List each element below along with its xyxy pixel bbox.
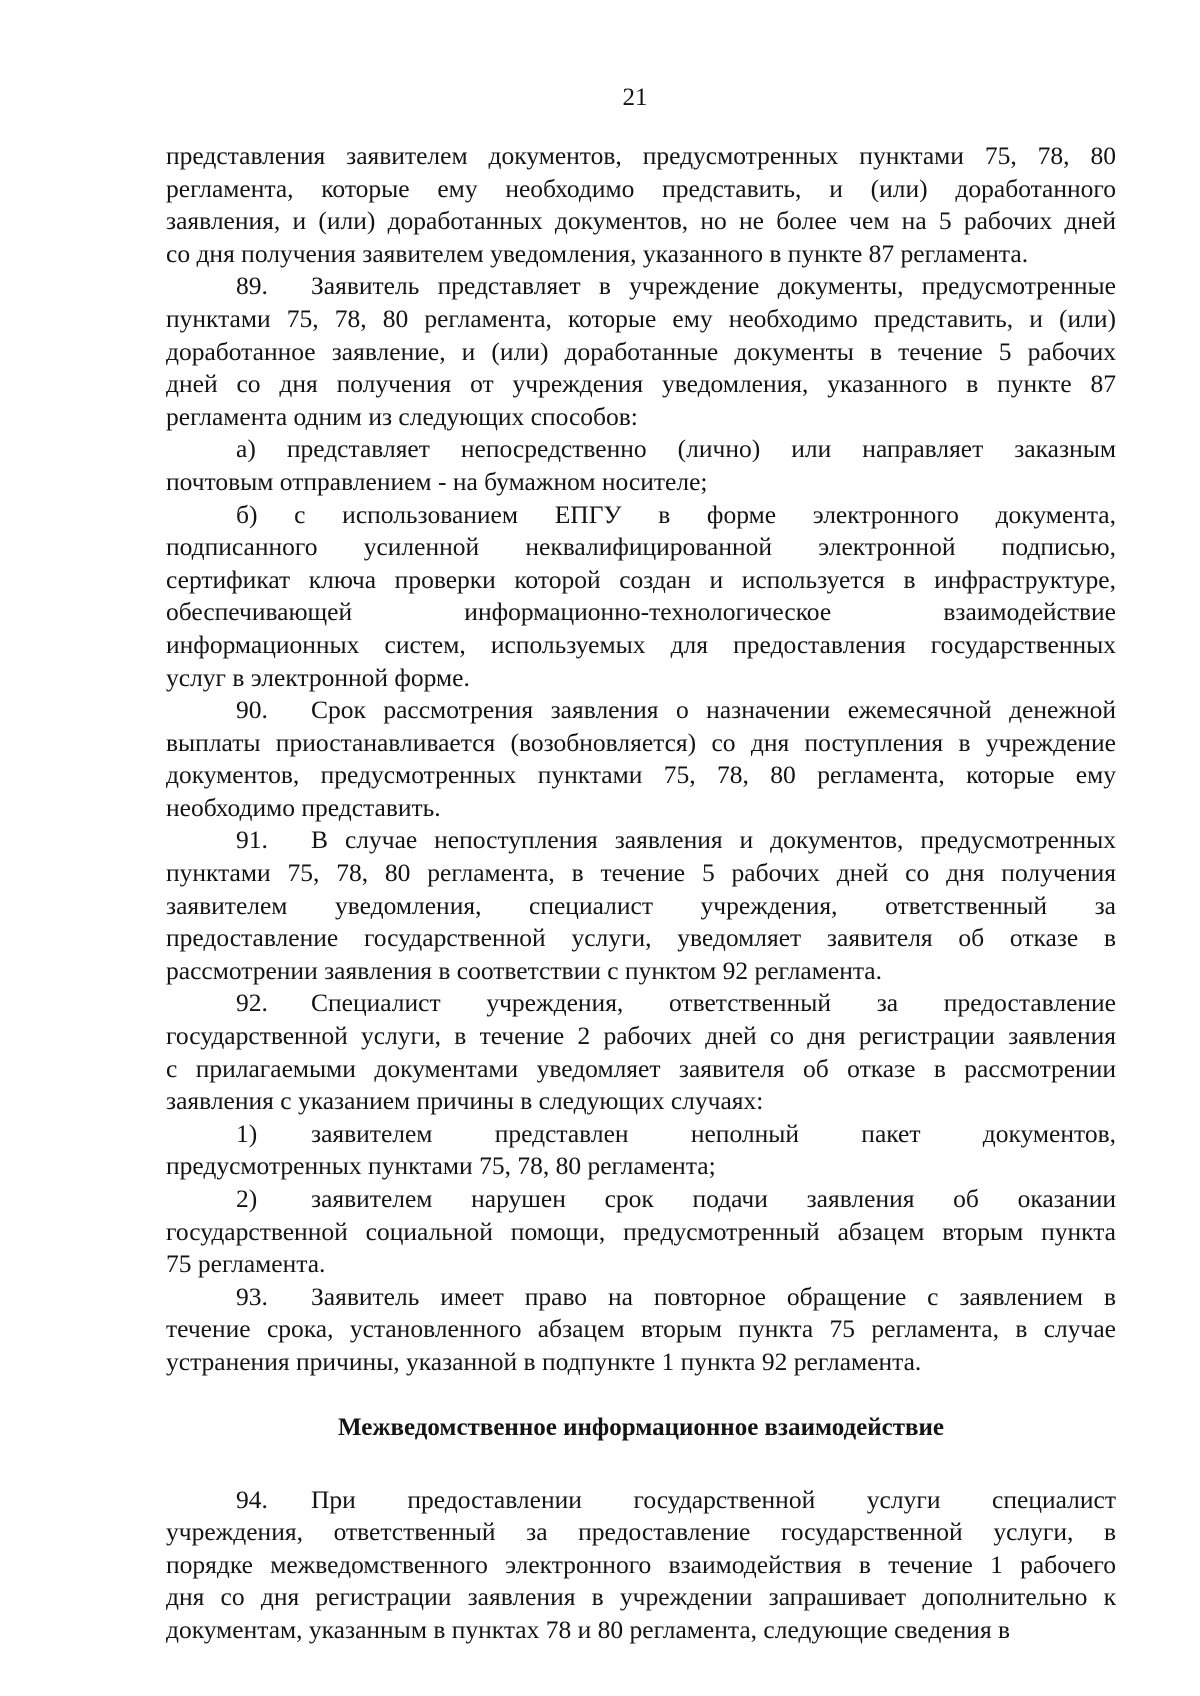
paragraph-line: [166, 1313, 1116, 1346]
line-text: регламента одним из следующих способов:: [166, 401, 638, 431]
line-text: Срок рассмотрения заявления о назначении ежемесячной денежной: [311, 695, 1116, 725]
paragraph-line: [166, 792, 1116, 825]
line-text: заявления с указанием причины в следующих случаях:: [166, 1086, 764, 1116]
paragraph-line: [166, 173, 1116, 206]
paragraph: [166, 1484, 1116, 1647]
paragraph-line: [166, 368, 1116, 401]
paragraph: [166, 433, 1116, 498]
paragraph-line: [166, 694, 1116, 727]
paragraph-line: [166, 1281, 1116, 1314]
paragraph: [166, 499, 1116, 695]
line-text: государственной услуги, в течение 2 рабочих дней со дня регистрации заявления: [166, 1021, 1116, 1051]
line-text: заявителем нарушен срок подачи заявления об оказании: [311, 1184, 1116, 1213]
paragraph-line: [166, 1183, 1116, 1216]
line-text: документов, предусмотренных пунктами 75, 78, 80 регламента, которые ему: [166, 760, 1116, 790]
paragraph-line: [166, 531, 1116, 564]
paragraph-line: [166, 1053, 1116, 1086]
paragraph-line: [166, 1118, 1116, 1151]
line-text: рассмотрении заявления в соответствии с пунктом 92 регламента.: [166, 955, 883, 985]
paragraph-number: 91.: [236, 825, 268, 855]
paragraph-line: [166, 955, 1116, 988]
paragraph-line: [166, 270, 1116, 303]
paragraph-line: [166, 564, 1116, 597]
line-text: заявителем представлен неполный пакет документов,: [311, 1118, 1116, 1148]
paragraph: [166, 140, 1116, 270]
paragraph-line: [166, 433, 1116, 466]
line-text: заявителем уведомления, специалист учреждения, ответственный за: [166, 890, 1116, 920]
paragraph-line: [166, 1216, 1116, 1249]
line-text: услуг в электронной форме.: [166, 662, 470, 692]
paragraph-line: [166, 1614, 1116, 1647]
line-text: пунктами 75, 78, 80 регламента, в течение 5 рабочих дней со дня получения: [166, 858, 1116, 888]
paragraph-line: [166, 759, 1116, 792]
line-text: информационных систем, используемых для предоставления государственных: [166, 629, 1116, 659]
paragraph-line: [166, 499, 1116, 532]
line-text: В случае непоступления заявления и документов, предусмотренных: [311, 825, 1116, 855]
paragraph-number: 2): [236, 1184, 258, 1213]
line-text: предоставление государственной услуги, уведомляет заявителя об отказе в: [166, 923, 1116, 953]
paragraph-line: [166, 727, 1116, 760]
line-text: 75 регламента.: [166, 1249, 326, 1279]
paragraph: [166, 1281, 1116, 1379]
paragraph-line: [166, 596, 1116, 629]
paragraph: [166, 1118, 1116, 1183]
line-text: устранения причины, указанной в подпункте 1 пункта 92 регламента.: [166, 1346, 922, 1376]
paragraph-number: 89.: [236, 271, 268, 301]
paragraph-line: [166, 401, 1116, 434]
paragraph-line: [166, 303, 1116, 336]
paragraph: [166, 1183, 1116, 1281]
line-text: подписанного усиленной неквалифицированной электронной подписью,: [166, 532, 1116, 562]
paragraph-line: [166, 662, 1116, 695]
paragraph: [166, 824, 1116, 987]
paragraph-line: [166, 857, 1116, 890]
line-text: Заявитель представляет в учреждение документы, предусмотренные: [311, 271, 1116, 301]
line-text: течение срока, установленного абзацем вторым пункта 75 регламента, в случае: [166, 1314, 1116, 1344]
paragraph-line: [166, 1549, 1116, 1582]
paragraphs-after-heading: [166, 1484, 1116, 1647]
paragraph-line: [166, 205, 1116, 238]
paragraph-line: [166, 629, 1116, 662]
paragraph-line: [166, 1085, 1116, 1118]
paragraph-line: [166, 1581, 1116, 1614]
line-text: выплаты приостанавливается (возобновляется) со дня поступления в учреждение: [166, 727, 1116, 757]
paragraph-line: [166, 140, 1116, 173]
line-text: документам, указанным в пунктах 78 и 80 регламента, следующие сведения в: [166, 1614, 1011, 1644]
paragraph-number: 93.: [236, 1281, 268, 1311]
line-text: сертификат ключа проверки которой создан и используется в инфраструктуре,: [166, 564, 1116, 594]
line-text: учреждения, ответственный за предоставление государственной услуги, в: [166, 1517, 1116, 1547]
paragraph-number: 1): [236, 1118, 258, 1148]
line-text: При предоставлении государственной услуги специалист: [311, 1484, 1116, 1514]
line-text: доработанное заявление, и (или) доработанные документы в течение 5 рабочих: [166, 336, 1116, 366]
paragraph-line: [166, 336, 1116, 369]
paragraph-line: [166, 1346, 1116, 1379]
paragraph: [166, 270, 1116, 433]
line-text: заявления, и (или) доработанных документов, но не более чем на 5 рабочих дней: [166, 206, 1116, 236]
line-text: обеспечивающей информационно-технологическое взаимодействие: [166, 597, 1116, 627]
paragraph-line: [166, 1484, 1116, 1517]
line-text: Специалист учреждения, ответственный за предоставление: [311, 988, 1116, 1018]
paragraph-number: 90.: [236, 695, 268, 725]
line-text: со дня получения заявителем уведомления, указанного в пункте 87 регламента.: [166, 238, 1029, 268]
line-text: пунктами 75, 78, 80 регламента, которые ему необходимо представить, и (или): [166, 303, 1116, 333]
paragraph-line: [166, 1150, 1116, 1183]
paragraph-line: [166, 238, 1116, 271]
paragraph-line: [166, 466, 1116, 499]
paragraph: [166, 694, 1116, 824]
paragraph-line: [166, 1248, 1116, 1281]
line-text: порядке межведомственного электронного взаимодействия в течение 1 рабочего: [166, 1549, 1116, 1579]
page-number: 21: [622, 84, 648, 111]
section-heading: Межведомственное информационное взаимодействие: [338, 1413, 944, 1441]
line-text: Заявитель имеет право на повторное обращение с заявлением в: [311, 1281, 1116, 1311]
line-text: представления заявителем документов, предусмотренных пунктами 75, 78, 80: [166, 141, 1116, 170]
line-text: предусмотренных пунктами 75, 78, 80 регламента;: [166, 1151, 716, 1181]
paragraph: [166, 987, 1116, 1117]
line-text: с прилагаемыми документами уведомляет заявителя об отказе в рассмотрении: [166, 1053, 1116, 1083]
paragraph-line: [166, 987, 1116, 1020]
paragraphs-before-heading: [166, 140, 1116, 1379]
paragraph-line: [166, 1516, 1116, 1549]
line-text: б) с использованием ЕПГУ в форме электронного документа,: [236, 499, 1116, 529]
paragraph-number: 92.: [236, 988, 268, 1018]
line-text: почтовым отправлением - на бумажном носителе;: [166, 466, 708, 496]
paragraph-line: [166, 922, 1116, 955]
line-text: дней со дня получения от учреждения уведомления, указанного в пункте 87: [166, 369, 1116, 399]
line-text: государственной социальной помощи, предусмотренный абзацем вторым пункта: [166, 1216, 1116, 1246]
line-text: необходимо представить.: [166, 792, 441, 822]
line-text: дня со дня регистрации заявления в учреждении запрашивает дополнительно к: [166, 1582, 1116, 1612]
paragraph-line: [166, 1020, 1116, 1053]
line-text: регламента, которые ему необходимо представить, и (или) доработанного: [166, 173, 1116, 203]
paragraph-number: 94.: [236, 1484, 268, 1514]
paragraph-line: [166, 890, 1116, 923]
paragraph-line: [166, 824, 1116, 857]
line-text: а) представляет непосредственно (лично) или направляет заказным: [236, 434, 1116, 464]
document-body: [166, 140, 1116, 1647]
